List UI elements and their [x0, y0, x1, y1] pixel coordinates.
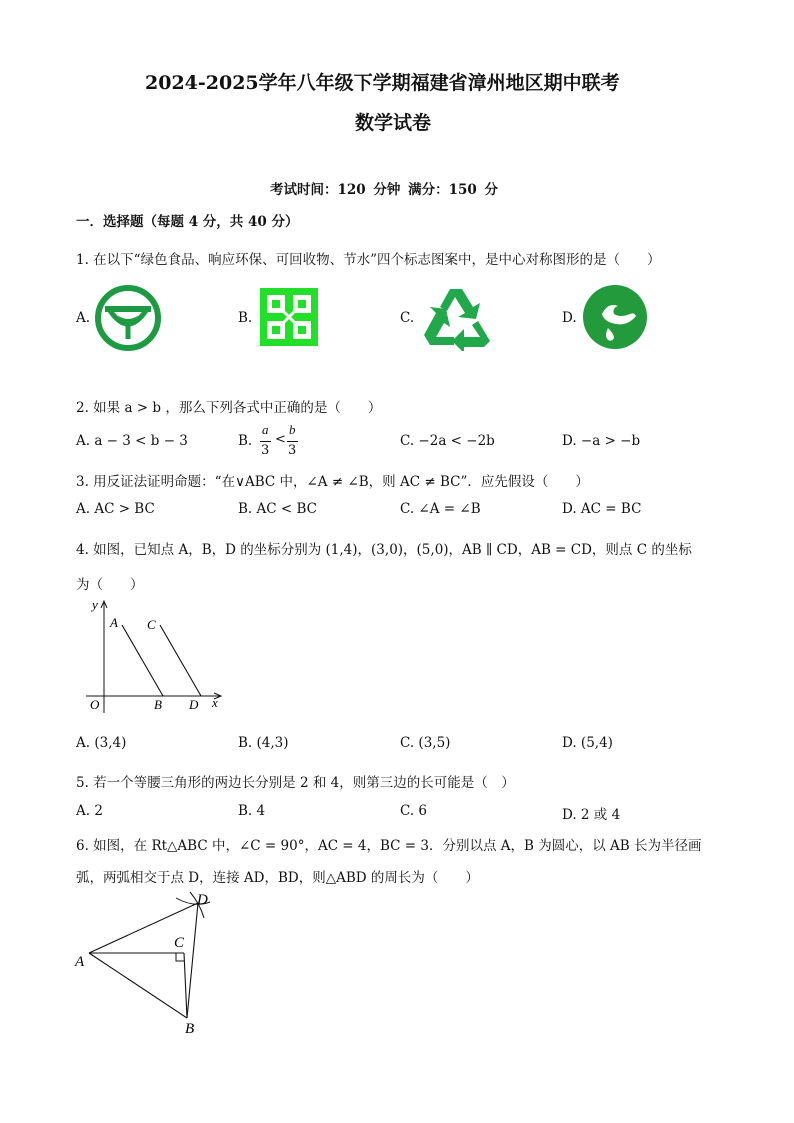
label-b: B — [185, 1021, 195, 1035]
q3-option-b: B. AC < BC — [238, 501, 317, 517]
q4-coordinate-figure — [80, 595, 230, 715]
segment-cd — [160, 625, 201, 696]
q1-option-c-label: C. — [400, 310, 415, 326]
frac-a-numerator: a — [262, 422, 269, 437]
q4-option-b: B. (4,3) — [238, 735, 289, 751]
exam-info: 考试时间：120 分钟 满分：150 分 — [270, 182, 498, 198]
question-5-stem: 5. 若一个等腰三角形的两边长分别是 2 和 4，则第三边的长可能是（ ） — [76, 775, 515, 791]
question-1-stem: 1. 在以下“绿色食品、响应环保、可回收物、节水”四个标志图案中，是中心对称图形的是（ ） — [76, 252, 661, 268]
frac-a-bar — [260, 441, 271, 442]
q1-option-a-label: A. — [76, 310, 91, 326]
segment-ab — [89, 953, 187, 1018]
frac-b-numerator: b — [289, 422, 296, 437]
label-d: D — [197, 892, 208, 908]
frac-a-denominator: 3 — [261, 443, 270, 458]
q2-option-c: C. −2a < −2b — [400, 433, 495, 449]
q2-option-b-fraction — [259, 422, 301, 462]
question-6-stem-line2: 弧，两弧相交于点 D，连接 AD，BD，则△ABD 的周长为（ ） — [76, 870, 479, 886]
q2-option-d: D. −a > −b — [562, 433, 641, 449]
q3-option-a: A. AC > BC — [76, 501, 155, 517]
segment-ab — [122, 625, 163, 696]
question-3-stem: 3. 用反证法证明命题：“在∨ABC 中，∠A ≠ ∠B，则 AC ≠ BC”．应先假设（ ） — [76, 474, 589, 490]
q4-option-a: A. (3,4) — [76, 735, 127, 751]
label-a: A — [75, 954, 85, 970]
label-c: C — [147, 617, 156, 632]
green-food-logo-icon — [95, 285, 161, 351]
question-6-stem-line1: 6. 如图，在 Rt△ABC 中，∠C = 90°，AC = 4，BC = 3．分别以点 A，B 为圆心，以 AB 长为半径画 — [76, 838, 702, 854]
q3-option-d: D. AC = BC — [562, 501, 642, 517]
segment-cb — [184, 953, 187, 1018]
q6-triangle-figure — [72, 890, 232, 1035]
q4-option-c: C. (3,5) — [400, 735, 451, 751]
question-2-stem: 2. 如果 a > b ，那么下列各式中正确的是（ ） — [76, 400, 382, 416]
label-c: C — [174, 935, 185, 951]
q5-option-a: A. 2 — [76, 803, 103, 819]
label-y: y — [92, 597, 98, 612]
section-heading: 一．选择题（每题 4 分，共 40 分） — [76, 214, 299, 230]
water-saving-logo-icon — [582, 284, 648, 350]
page-title: 2024-2025学年八年级下学期福建省漳州地区期中联考 — [145, 72, 620, 94]
q2-option-a: A. a − 3 < b − 3 — [76, 433, 188, 449]
segment-bd — [187, 903, 198, 1018]
q5-option-b: B. 4 — [238, 803, 266, 819]
environmental-logo-icon — [258, 286, 320, 348]
q4-option-d: D. (5,4) — [562, 735, 613, 751]
frac-b-bar — [287, 441, 298, 442]
label-o: O — [90, 697, 100, 712]
recycle-logo-icon — [420, 283, 496, 351]
q3-option-c: C. ∠A = ∠B — [400, 501, 481, 517]
q1-option-b-label: B. — [238, 310, 253, 326]
question-4-stem-line2: 为（ ） — [76, 577, 144, 593]
frac-op: < — [275, 432, 286, 447]
label-d: D — [189, 697, 199, 712]
q5-option-c: C. 6 — [400, 803, 428, 819]
q1-option-d-label: D. — [562, 310, 577, 326]
q2-option-b-label: B. — [238, 433, 253, 449]
label-b: B — [154, 697, 162, 712]
frac-b-denominator: 3 — [288, 443, 297, 458]
q5-option-d: D. 2 或 4 — [562, 807, 621, 823]
right-angle-mark — [176, 953, 184, 961]
page-subtitle: 数学试卷 — [355, 112, 432, 134]
label-a: A — [110, 615, 118, 630]
label-x: x — [212, 695, 218, 710]
question-4-stem-line1: 4. 如图，已知点 A，B，D 的坐标分别为 (1,4)，(3,0)，(5,0)，AB ∥ CD，AB = CD，则点 C 的坐标 — [76, 542, 692, 558]
